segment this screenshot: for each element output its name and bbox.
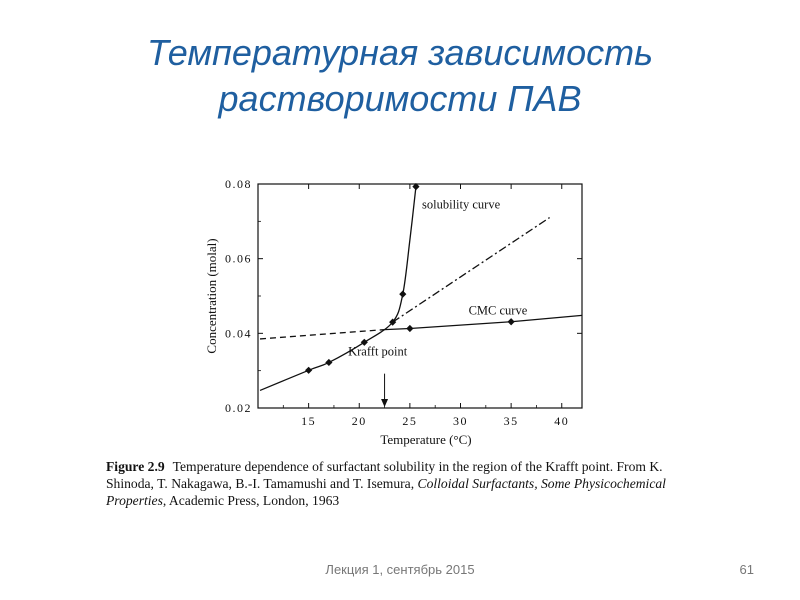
slide-title-line-1: Температурная зависимость: [146, 32, 654, 73]
x-axis-label: Temperature (°C): [380, 432, 472, 447]
series-line-solid: [260, 187, 416, 391]
data-point: [325, 359, 332, 366]
data-point: [305, 367, 312, 374]
caption-book-title: Colloidal Surfactants, Some Physicochemical Properties: [106, 476, 666, 508]
page-number: 61: [739, 562, 754, 577]
x-tick-label: 30: [453, 414, 468, 428]
caption-text-2: , Academic Press, London, 1963: [162, 493, 340, 508]
y-tick-label: 0.08: [225, 177, 252, 191]
y-tick-label: 0.04: [225, 326, 252, 341]
slide-title: [0, 30, 800, 122]
x-tick-label: 25: [402, 414, 418, 428]
x-tick-label: 20: [351, 414, 367, 428]
x-tick-label: 40: [554, 414, 570, 428]
x-tick-label: 15: [301, 414, 317, 428]
y-tick-label: 0.06: [225, 251, 252, 266]
annotation-label: solubility curve: [422, 197, 501, 212]
series-line-dashed: [260, 330, 385, 339]
data-point: [399, 291, 406, 298]
y-tick-label: 0.02: [225, 401, 252, 415]
data-point: [406, 325, 413, 332]
annotation-label: CMC curve: [468, 303, 528, 318]
y-axis-label: Concentration (molal): [204, 238, 219, 354]
krafft-point-chart: [190, 172, 600, 452]
footer-lecture: Лекция 1, сентябрь 2015: [325, 562, 475, 577]
caption-text-1: Temperature dependence of surfactant solubility in the region of the Krafft point. From K. Shinoda, T. Nakagawa, B.-I. Tamamushi and T. Isemura,: [106, 459, 663, 491]
annotation-label: Krafft point: [348, 344, 408, 359]
krafft-arrow-head: [381, 399, 388, 407]
data-point: [508, 318, 515, 325]
slide-title-line-2: растворимости ПАВ: [218, 78, 582, 119]
x-tick-label: 35: [503, 414, 519, 428]
figure-label: Figure 2.9: [106, 459, 165, 474]
plot-frame: [258, 184, 582, 408]
figure-caption: [106, 458, 696, 509]
